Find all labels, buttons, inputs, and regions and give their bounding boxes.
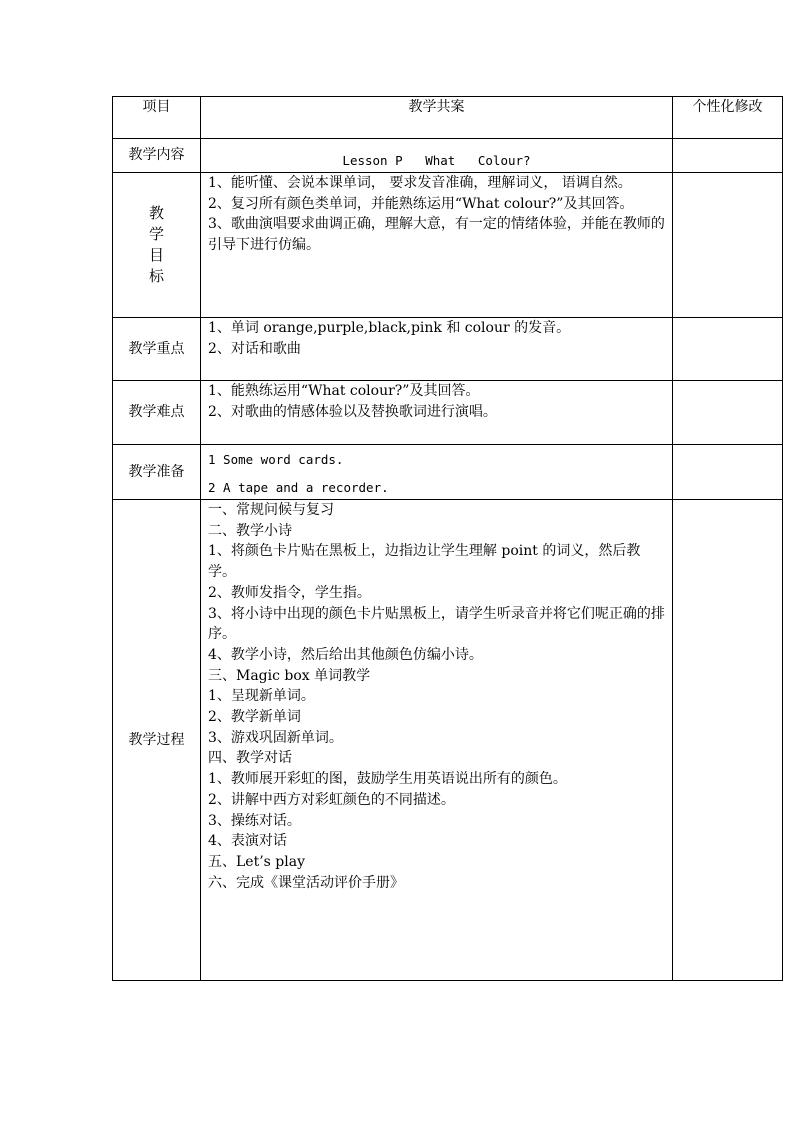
personal-edit-preparation: [673, 445, 783, 500]
label-objectives: [113, 173, 201, 318]
lesson-plan-table: [112, 96, 783, 981]
key-point-line-2: 2、对话和歌曲: [208, 340, 301, 357]
row-difficulties: [113, 381, 783, 445]
difficulties-cell: [201, 381, 673, 445]
label-objectives-char-3: 目: [148, 246, 164, 264]
objective-line-1: 1、能听懂、会说本课单词， 要求发音准确，理解词义， 语调自然。: [208, 175, 632, 191]
header-plan: 教学共案: [201, 97, 673, 139]
process-line-9: 2、教学新单词: [208, 709, 301, 726]
label-objectives-char-1: 教: [148, 204, 164, 222]
row-process: [113, 500, 783, 981]
personal-edit-content: [673, 139, 783, 173]
process-line-6: 4、教学小诗，然后给出其他颜色仿编小诗。: [208, 646, 483, 663]
process-line-15: 4、表演对话: [208, 833, 287, 850]
label-preparation: 教学准备: [113, 445, 201, 500]
header-personal-edit: 个性化修改: [673, 97, 783, 139]
key-points-cell: [201, 318, 673, 381]
preparation-line-2: 2 A tape and a recorder.: [208, 480, 389, 495]
process-line-17: 六、完成《课堂活动评价手册》: [208, 874, 404, 891]
row-objectives: [113, 173, 783, 318]
label-objectives-char-4: 标: [148, 267, 164, 285]
teaching-content-cell: [201, 139, 673, 173]
process-cell: [201, 500, 673, 981]
preparation-line-1: 1 Some word cards.: [208, 452, 344, 467]
preparation-cell: [201, 445, 673, 500]
label-difficulties: 教学难点: [113, 381, 201, 445]
process-line-16: 五、Let’s play: [208, 853, 305, 870]
personal-edit-key-points: [673, 318, 783, 381]
process-line-14: 3、操练对话。: [208, 812, 301, 829]
difficulty-line-2: 2、对歌曲的情感体验以及替换歌词进行演唱。: [208, 403, 497, 420]
objective-line-3: 3、歌曲演唱要求曲调正确，理解大意，有一定的情绪体验，并能在教师的引导下进行仿编。: [208, 216, 665, 254]
label-process: 教学过程: [113, 500, 201, 981]
preparation-gap: [208, 469, 666, 479]
difficulty-line-1: 1、能熟练运用“What colour?”及其回答。: [208, 383, 480, 399]
process-line-4: 2、教师发指令，学生指。: [208, 584, 371, 601]
key-point-line-1: 1、单词 orange,purple,black,pink 和 colour 的发音。: [208, 320, 571, 336]
process-line-8: 1、呈现新单词。: [208, 688, 315, 705]
objectives-cell: [201, 173, 673, 318]
label-key-points: 教学重点: [113, 318, 201, 381]
header-item: 项目: [113, 97, 201, 139]
process-line-5: 3、将小诗中出现的颜色卡片贴黑板上，请学生听录音并将它们呢正确的排序。: [208, 605, 665, 643]
personal-edit-process: [673, 500, 783, 981]
process-line-11: 四、教学对话: [208, 750, 292, 767]
lesson-title: Lesson P What Colour?: [342, 153, 531, 168]
row-key-points: [113, 318, 783, 381]
row-preparation: [113, 445, 783, 500]
process-line-12: 1、教师展开彩虹的图，鼓励学生用英语说出所有的颜色。: [208, 771, 567, 788]
objective-line-2: 2、复习所有颜色类单词，并能熟练运用“What colour?”及其回答。: [208, 195, 634, 212]
process-line-13: 2、讲解中西方对彩虹颜色的不同描述。: [208, 791, 455, 808]
label-objectives-char-2: 学: [148, 225, 164, 243]
row-teaching-content: [113, 139, 783, 173]
process-line-10: 3、游戏巩固新单词。: [208, 729, 343, 746]
process-line-1: 一、常规问候与复习: [208, 502, 334, 518]
personal-edit-objectives: [673, 173, 783, 318]
process-line-3: 1、将颜色卡片贴在黑板上，边指边让学生理解 point 的词义，然后教学。: [208, 543, 641, 581]
header-row: [113, 97, 783, 139]
process-line-2: 二、教学小诗: [208, 522, 292, 539]
label-teaching-content: 教学内容: [113, 139, 201, 173]
process-line-7: 三、Magic box 单词教学: [208, 667, 371, 684]
personal-edit-difficulties: [673, 381, 783, 445]
